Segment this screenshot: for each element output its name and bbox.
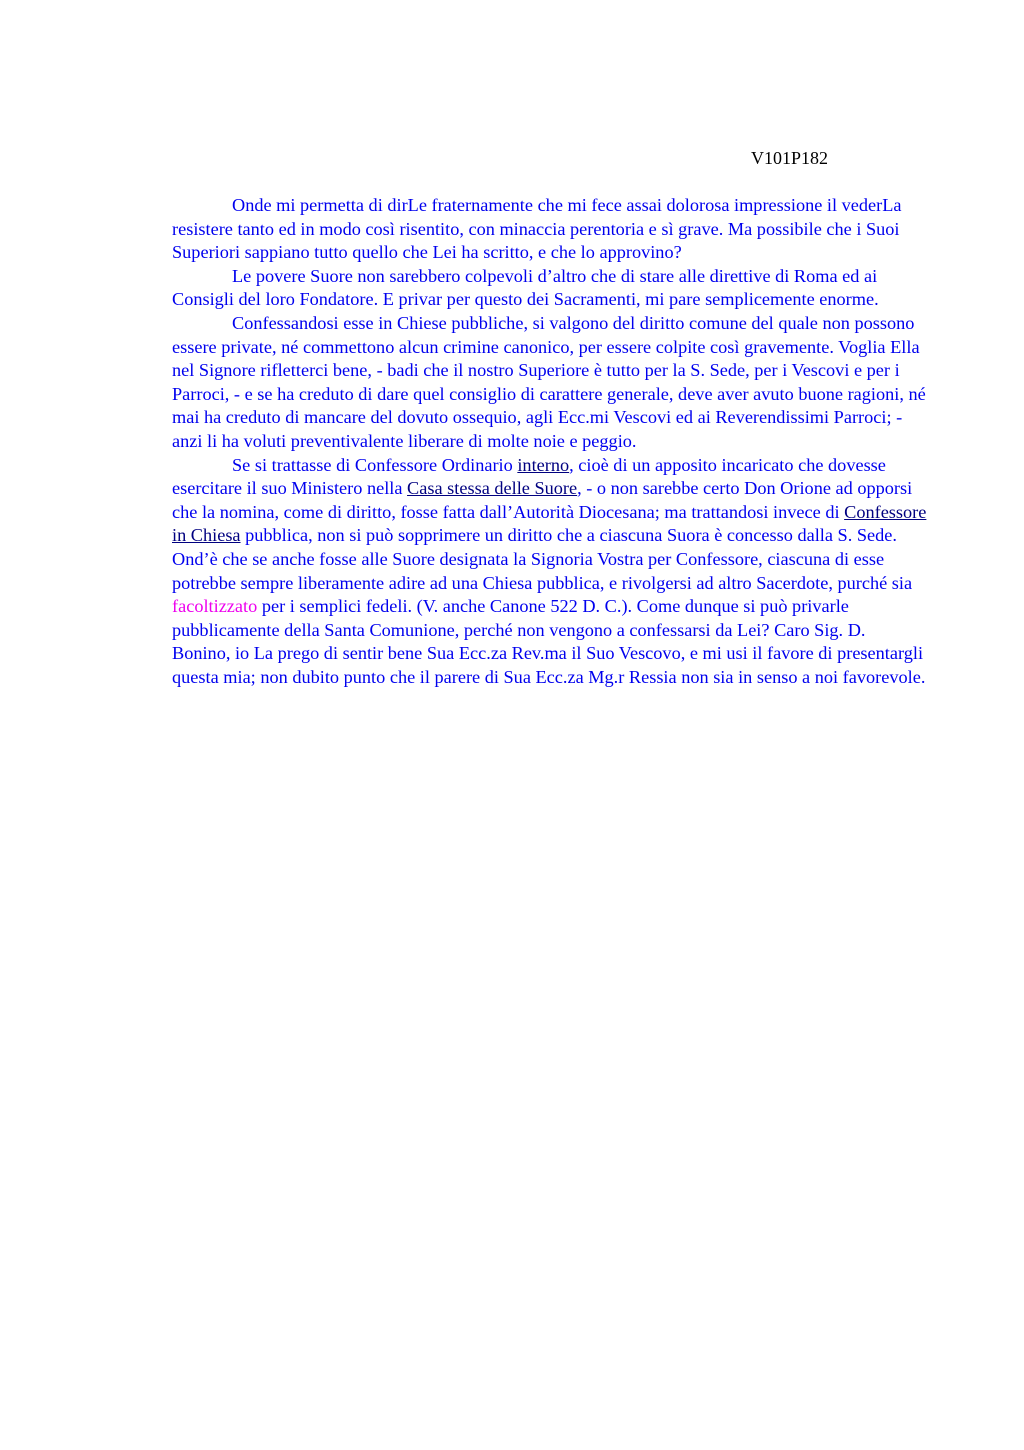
letter-body [172, 194, 927, 689]
paragraph-4-text-5: per i semplici fedeli. (V. anche Canone 522 D. C.). Come dunque si può privarle pubblicamente della Santa Comunione, perché non vengono a confessarsi da Lei? Caro Sig. D. Bonino, io La prego di sentir bene Sua Ecc.za Rev.ma il Suo Vescovo, e mi usi il favore di presentargli questa mia; non dubito punto che il parere di Sua Ecc.za Mg.r Ressia non sia in senso a noi favorevole. [172, 596, 926, 687]
paragraph-4-text-3: , - o non sarebbe certo Don Orione ad opporsi che la nomina, come di diritto, fosse fatta dall’Autorità Diocesana; ma trattandosi invece di [172, 478, 913, 522]
paragraph-3: Confessandosi esse in Chiese pubbliche, si valgono del diritto comune del quale non possono essere private, né commettono alcun crimine canonico, per essere colpite così gravemente. Voglia Ella nel Signore rifletterci bene, - badi che il nostro Superiore è tutto per la S. Sede, per i Vescovi e per i Parroci, - e se ha creduto di dare quel consiglio di carattere generale, deve aver avuto buone ragioni, né mai ha creduto di mancare del dovuto ossequio, agli Ecc.mi Vescovi ed ai Reverendissimi Parroci; - anzi li ha voluti preventivalente liberare di molte noie e peggio. [172, 312, 926, 451]
paragraph-4-text-4: pubblica, non si può sopprimere un diritto che a ciascuna Suora è concesso dalla S. Sede. Ond’è che se anche fosse alle Suore designata la Signoria Vostra per Confessore, ciascuna di esse potrebbe sempre liberamente adire ad una Chiesa pubblica, e rivolgersi ad altro Sacerdote, purché sia [172, 525, 913, 593]
underlined-term-casa-stessa: Casa stessa delle Suore [407, 478, 578, 499]
underlined-term-interno: interno [517, 454, 570, 475]
highlighted-word-facoltizzato: facoltizzato [172, 596, 258, 617]
page-identifier: V101P182 [751, 148, 829, 168]
paragraph-4-text-2: , cioè di un apposito incaricato che dovesse esercitare il suo Ministero nella [172, 454, 886, 499]
underlined-term-confessore-in-chiesa: Confessore in Chiesa [172, 501, 927, 546]
paragraph-2: Le povere Suore non sarebbero colpevoli d’altro che di stare alle direttive di Roma ed ai Consigli del loro Fondatore. E privar per questo dei Sacramenti, mi pare semplicemente enorme. [172, 265, 879, 310]
paragraph-4-text-1: Se si trattasse di Confessore Ordinario [232, 454, 518, 475]
paragraph-4 [172, 454, 927, 690]
paragraph-1: Onde mi permetta di dirLe fraternamente che mi fece assai dolorosa impressione il vederLa resistere tanto ed in modo così risentito, con minaccia perentoria e sì grave. Ma possibile che i Suoi Superiori sappiano tutto quello che Lei ha scritto, e che lo approvino? [172, 195, 902, 263]
